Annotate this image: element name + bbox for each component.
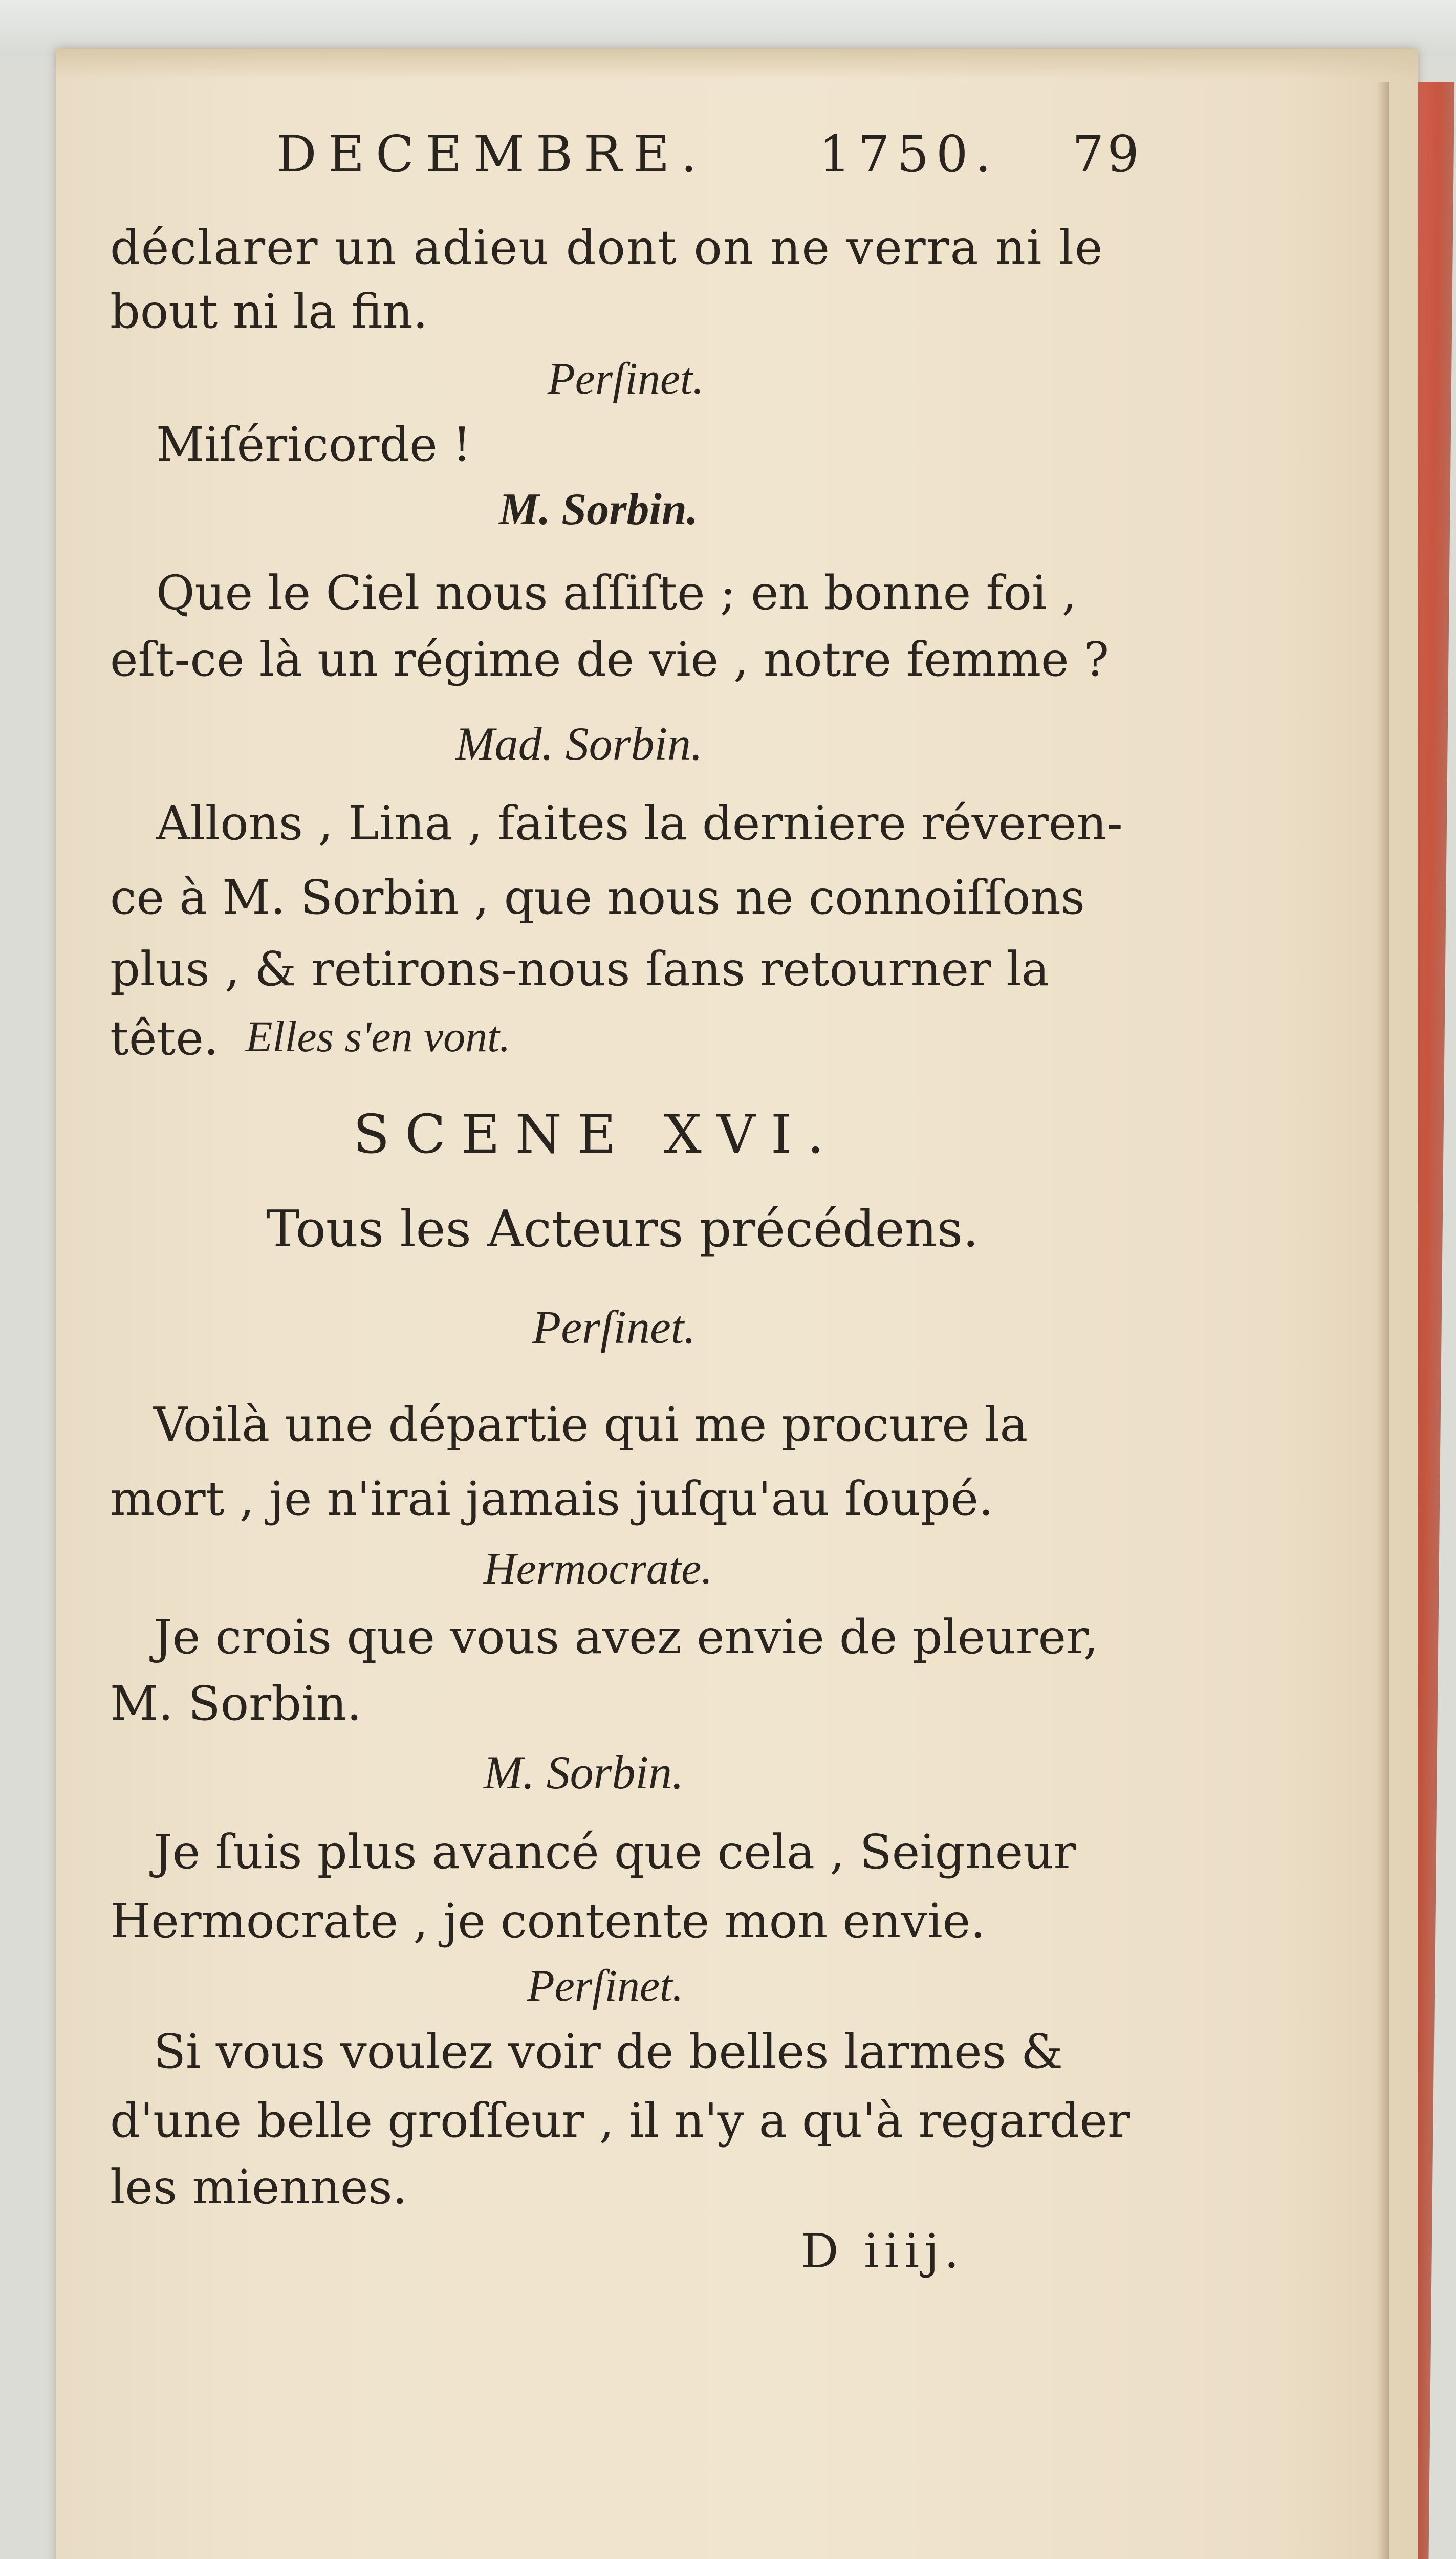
text-line: Allons , Lina , faites la derniere réveren- <box>156 796 1123 851</box>
page-top-shadow <box>56 49 1418 79</box>
text-line: M. Sorbin. <box>110 1676 362 1731</box>
speaker-name: Perſinet. <box>532 1301 696 1353</box>
running-head-year: 1750. <box>819 125 998 184</box>
text-line: mort , je n'irai jamais juſqu'au ſoupé. <box>110 1471 994 1526</box>
text-line: tête. <box>110 1011 219 1066</box>
speaker-name: M. Sorbin. <box>499 485 698 534</box>
stage-direction: Elles s'en vont. <box>246 1012 511 1061</box>
speaker-name: Hermocrate. <box>484 1544 713 1594</box>
speaker-name: Perſinet. <box>527 1961 684 2011</box>
text-line: ce à M. Sorbin , que nous ne connoiſſons <box>110 870 1085 925</box>
speaker-name: Perſinet. <box>548 354 704 404</box>
signature-mark: D iiij. <box>801 2224 965 2279</box>
scanner-background-top <box>0 0 1456 56</box>
text-line: bout ni la fin. <box>110 284 428 339</box>
text-line: Je crois que vous avez envie de pleurer, <box>154 1610 1099 1664</box>
text-line: les miennes. <box>110 2160 407 2215</box>
text-line: Voilà une départie qui me procure la <box>154 1397 1028 1452</box>
text-line: Je ſuis plus avancé que cela , Seigneur <box>154 1825 1076 1879</box>
text-line: Miſéricorde ! <box>156 417 471 472</box>
scene-cast: Tous les Acteurs précédens. <box>266 1200 979 1259</box>
speaker-name: M. Sorbin. <box>484 1746 684 1798</box>
text-line: eſt-ce là un régime de vie , notre femme ? <box>110 632 1110 687</box>
page-right-shadow <box>1377 82 1389 2559</box>
text-line: Hermocrate , je contente mon envie. <box>110 1894 986 1948</box>
scene-heading: SCENE XVI. <box>353 1103 839 1165</box>
text-line: Si vous voulez voir de belles larmes & <box>154 2024 1063 2079</box>
running-head-title: DECEMBRE. <box>276 125 708 184</box>
page-number: 79 <box>1072 125 1142 184</box>
text-line: plus , & retirons-nous ſans retourner la <box>110 942 1050 996</box>
text-line: Que le Ciel nous aſſiſte ; en bonne foi , <box>156 566 1077 620</box>
speaker-name: Mad. Sorbin. <box>455 718 703 770</box>
text-line: d'une belle groſſeur , il n'y a qu'à regarder <box>110 2093 1130 2148</box>
text-line: déclarer un adieu dont on ne verra ni le <box>110 220 1104 275</box>
